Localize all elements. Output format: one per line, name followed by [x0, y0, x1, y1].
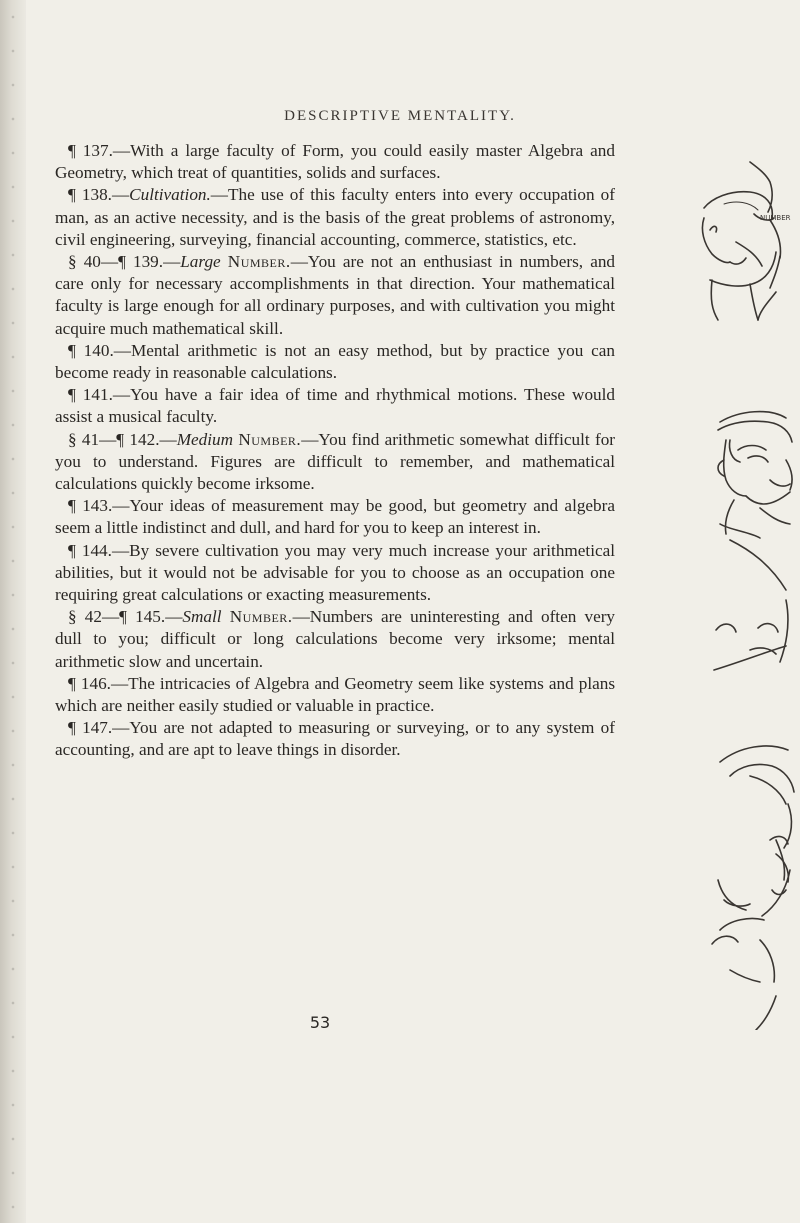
section-heading: Number. [229, 607, 293, 627]
paragraph-number: 141. [82, 385, 113, 405]
paragraph-text: You are not an enthusiast in numbers, and care only for necessary accomplishments in that direction. Your mathematical faculty is large enough for all ordinary purposes, and with cultivation you might acquire much mathematical skill. [55, 252, 616, 338]
section-prefix: § 42— [68, 607, 120, 627]
pilcrow: ¶ [119, 607, 127, 627]
svg-text:NUMBER: NUMBER [760, 214, 791, 222]
section-heading: Number. [227, 252, 291, 272]
phrenology-head-small-illustration [600, 720, 800, 1030]
paragraph-140: ¶ 140.—Mental arithmetic is not an easy method, but by practice you can become ready in reasonable calculations. [55, 340, 616, 383]
paragraph-number: 137. [82, 141, 113, 160]
pilcrow: ¶ [68, 340, 76, 360]
paragraph-number: 147. [82, 718, 113, 738]
phrenology-head-large-illustration [600, 160, 800, 380]
binding-stitch-marks [6, 0, 20, 1223]
paragraph-text: Numbers are uninteresting and often very dull to you; difficult or long calculations become very irksome; mental arithmetic slow and uncertain. [55, 607, 616, 671]
paragraph-text: The use of this faculty enters into every occupation of man, as an active necessity, and is the basis of the great problems of astronomy, civil engineering, surveying, financial accounting, commerce, statistics, etc. [55, 185, 615, 249]
paragraph-number: 143. [82, 496, 113, 516]
page-binding-edge [0, 0, 26, 1223]
paragraph-number: 144. [81, 540, 112, 560]
pilcrow: ¶ [68, 385, 76, 405]
section-heading: Number. [238, 429, 302, 449]
paragraph-141: ¶ 141.—You have a fair idea of time and rhythmical motions. These would assist a musical faculty. [55, 385, 615, 427]
pilcrow: ¶ [116, 429, 125, 449]
paragraph-147: ¶ 147.—You are not adapted to measuring or surveying, or to any system of accounting, and are apt to leave things in disorder. [55, 718, 615, 760]
paragraph-number: 139. [132, 252, 164, 272]
paragraph-label: Small [182, 607, 222, 627]
paragraph-text: By severe cultivation you may very much increase your arithmetical abilities, but it would not be advisable for you to choose as an occupation one requiring great calculations or exacting measurements. [55, 540, 616, 605]
paragraph-text: You find arithmetic somewhat difficult for you to understand. Figures are difficult to remember, and mathematical calculations quickly become irksome. [55, 429, 616, 494]
paragraph-text: Your ideas of measurement may be good, but geometry and algebra seem a little indistinct and dull, and hard for you to keep an interest in. [55, 496, 616, 538]
paragraph-145: § 42—¶ 145.—Small Number.—Numbers are uninteresting and often very dull to you; difficult or long calculations become very irksome; mental arithmetic slow and uncertain. [55, 607, 616, 671]
running-header: DESCRIPTIVE MENTALITY. [284, 108, 516, 124]
paragraph-138: ¶ 138.—Cultivation.—The use of this faculty enters into every occupation of man, as an active necessity, and is the basis of the great problems of astronomy, civil engineering, surveying, financial accounting, commerce, statistics, etc. [55, 185, 615, 249]
section-prefix: § 41— [68, 429, 117, 449]
paragraph-label: Cultivation. [129, 185, 211, 205]
pilcrow: ¶ [68, 496, 76, 516]
paragraph-146: ¶ 146.—The intricacies of Algebra and Geometry seem like systems and plans which are neither easily studied or valuable in practice. [55, 673, 616, 716]
pilcrow: ¶ [68, 673, 76, 693]
pilcrow: ¶ [118, 252, 126, 272]
paragraph-142: § 41—¶ 142.—Medium Number.—You find arithmetic somewhat difficult for you to understand. Figures are difficult to remember, and mathematical calculations quickly become irksome. [55, 429, 616, 494]
pilcrow: ¶ [68, 141, 76, 160]
paragraph-number: 146. [80, 673, 111, 693]
phrenology-head-medium-illustration [600, 400, 800, 700]
paragraph-text: You are not adapted to measuring or surveying, or to any system of accounting, and are apt to leave things in disorder. [55, 718, 615, 760]
paragraph-144: ¶ 144.—By severe cultivation you may very much increase your arithmetical abilities, but it would not be advisable for you to choose as an occupation one requiring great calculations or exacting measurements. [55, 540, 616, 605]
section-prefix: § 40— [68, 252, 119, 272]
page-number: 53 [309, 1013, 331, 1032]
pilcrow: ¶ [68, 540, 76, 560]
paragraph-number: 140. [83, 340, 114, 360]
paragraph-text: The intricacies of Algebra and Geometry seem like systems and plans which are neither easily studied or valuable in practice. [55, 673, 616, 716]
paragraph-text: Mental arithmetic is not an easy method, but by practice you can become ready in reasonable calculations. [55, 340, 616, 383]
paragraph-label: Medium [176, 429, 234, 449]
paragraph-137: ¶ 137.—With a large faculty of Form, you could easily master Algebra and Geometry, which treat of quantities, solids and surfaces. [55, 141, 615, 183]
paragraph-text: You have a fair idea of time and rhythmical motions. These would assist a musical faculty. [55, 385, 615, 427]
pilcrow: ¶ [68, 185, 76, 205]
paragraph-139: § 40—¶ 139.—Large Number.—You are not an enthusiast in numbers, and care only for necessary accomplishments in that direction. Your mathematical faculty is large enough for all ordinary purposes, and with cultivation you might acquire much mathematical skill. [55, 252, 616, 338]
paragraph-number: 142. [129, 429, 160, 449]
paragraph-label: Large [180, 252, 221, 272]
paragraph-number: 145. [135, 607, 166, 627]
body-text [55, 140, 615, 762]
paragraph-number: 138. [81, 185, 112, 205]
pilcrow: ¶ [68, 718, 76, 738]
paragraph-text: With a large faculty of Form, you could easily master Algebra and Geometry, which treat of quantities, solids and surfaces. [55, 141, 615, 183]
paragraph-143: ¶ 143.—Your ideas of measurement may be good, but geometry and algebra seem a little indistinct and dull, and hard for you to keep an interest in. [55, 496, 616, 538]
